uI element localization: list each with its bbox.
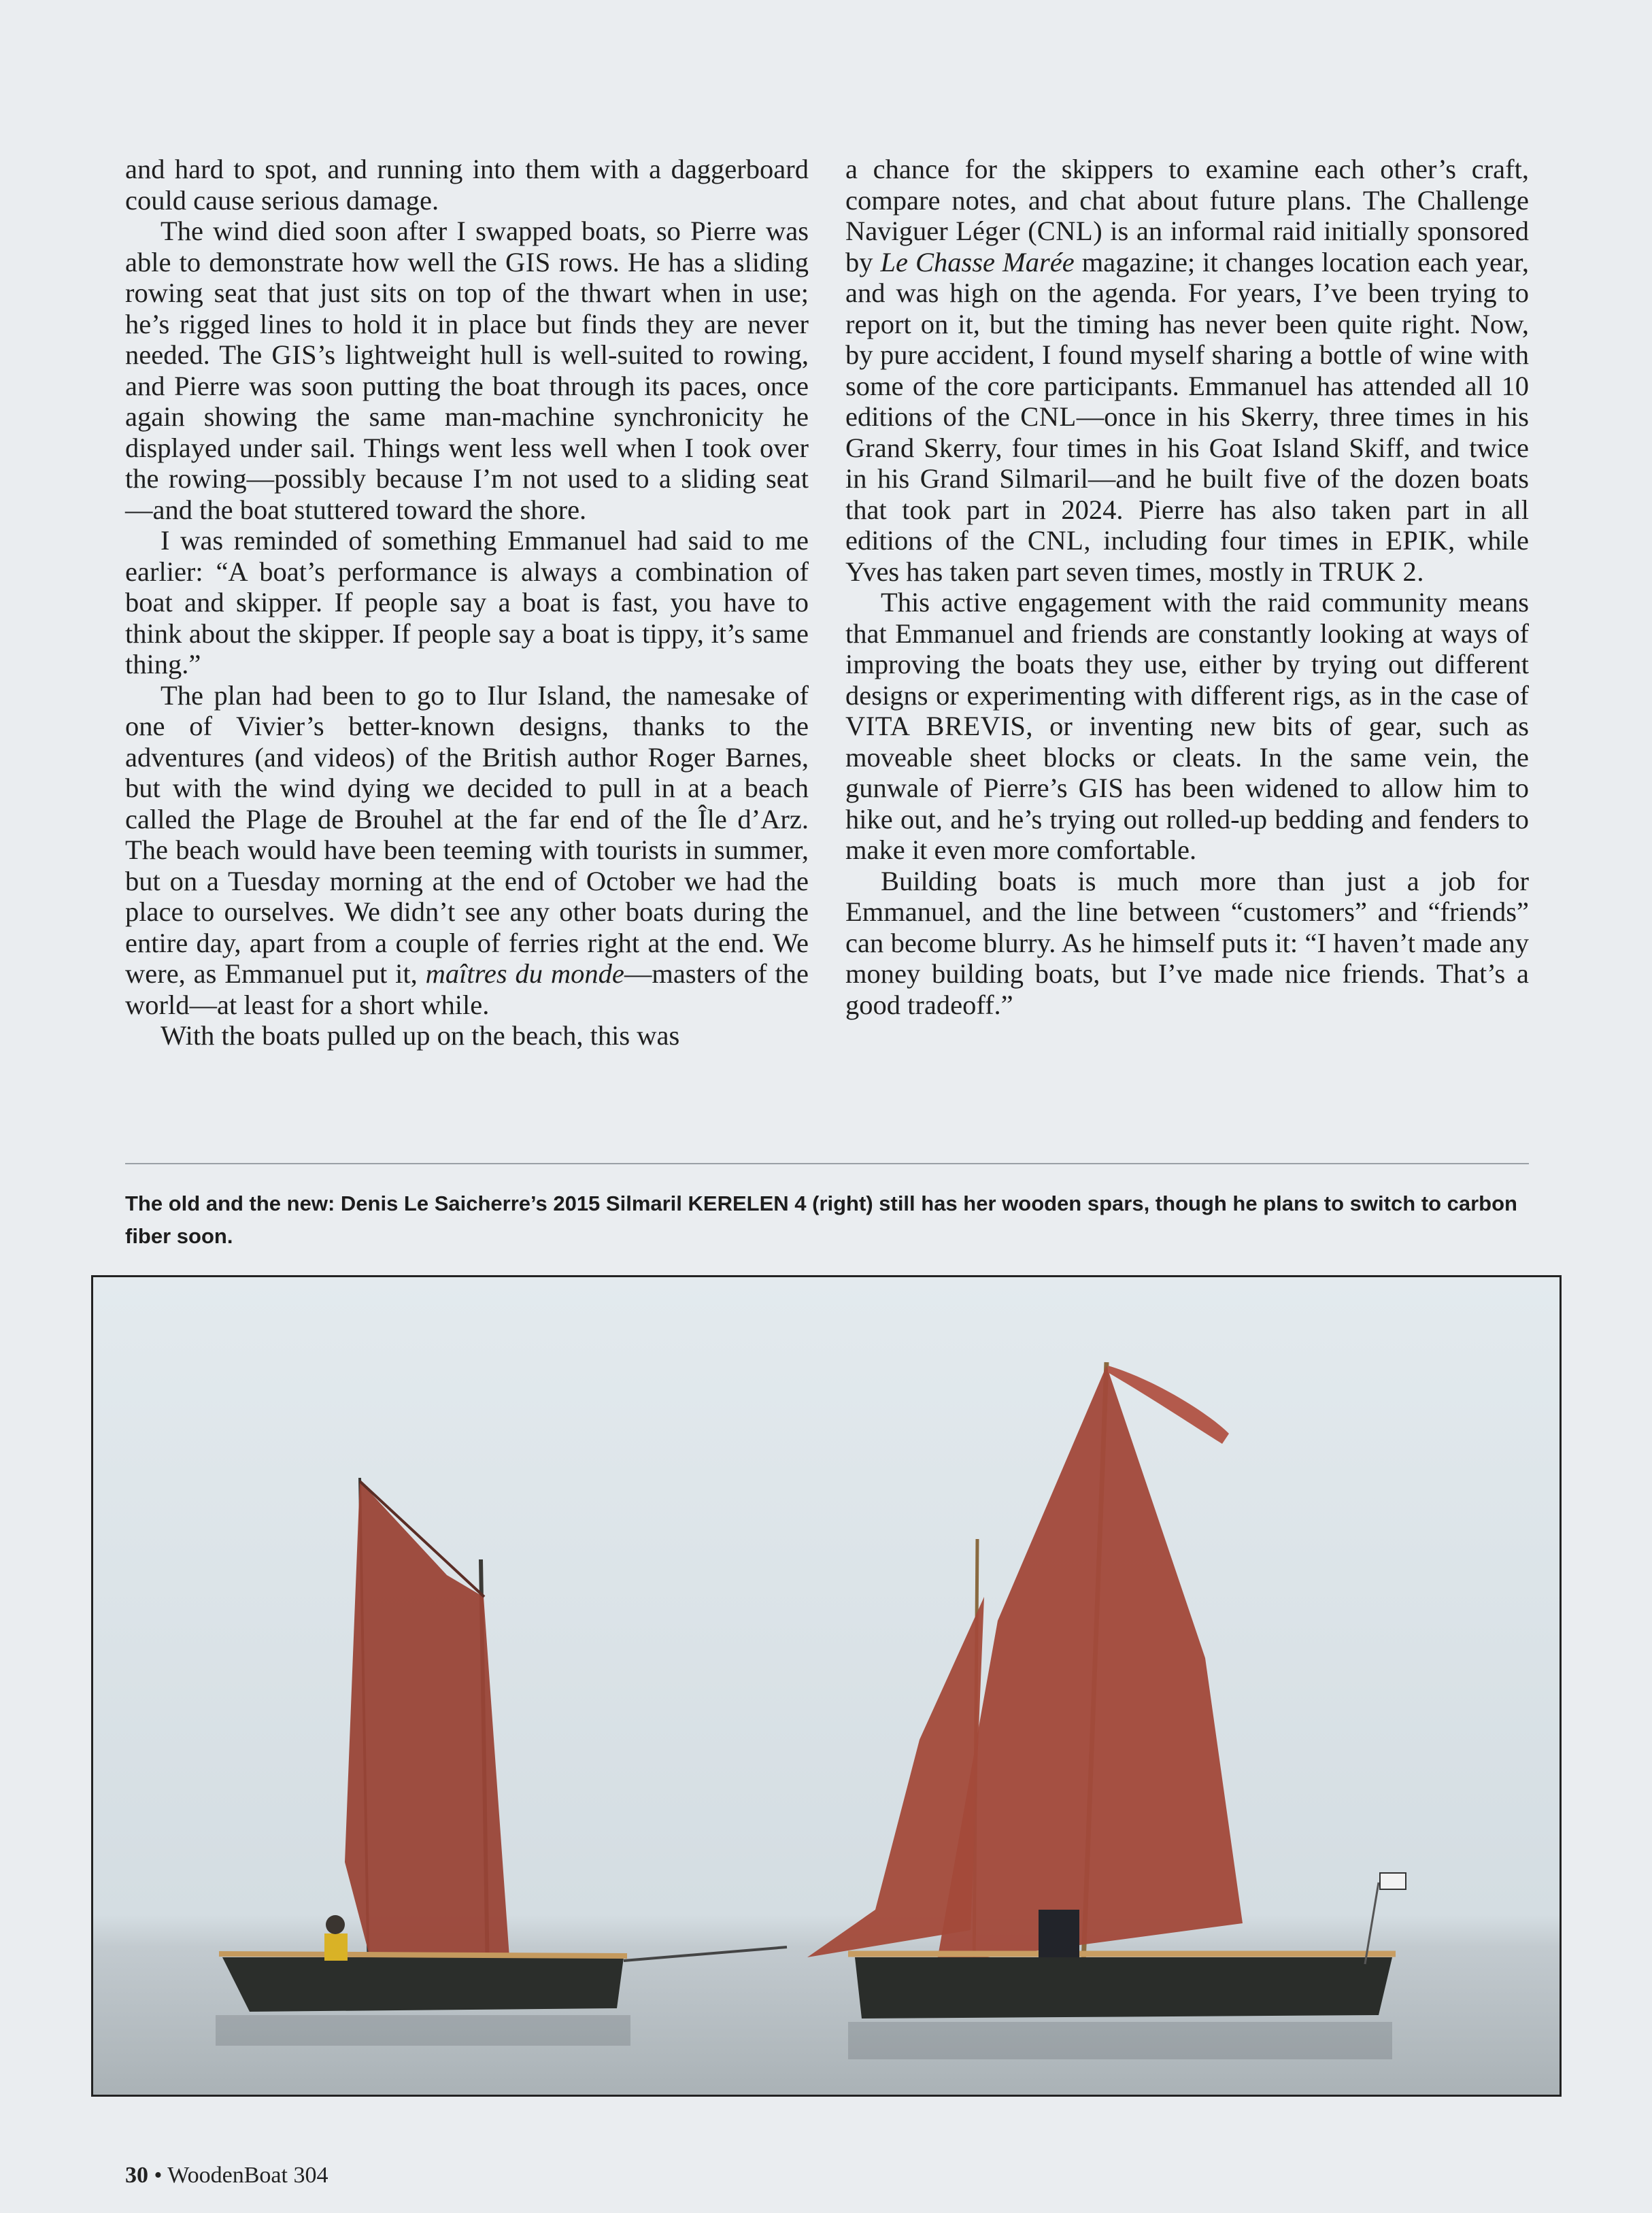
page-number: 30: [125, 2163, 148, 2188]
paragraph: I was reminded of something Emmanuel had said to me earlier: “A boat’s performance is always a combination of boat and skipper. If people say a boat is fast, you have to think about the skipper. If people say a boat is tippy, it’s same thing.”: [125, 525, 809, 679]
divider-rule: [125, 1163, 1529, 1164]
left-reflection: [216, 2015, 630, 2046]
photo-caption: The old and the new: Denis Le Saicherre’s 2015 Silmaril KERELEN 4 (right) still has her wooden spars, though he plans to switch to carbon fiber soon.: [125, 1192, 1517, 1248]
left-column: [125, 154, 809, 1051]
paragraph: and hard to spot, and running into them with a daggerboard could cause serious damage.: [125, 154, 809, 216]
paragraph: The plan had been to go to Ilur Island, the namesake of one of Vivier’s better-known designs, thanks to the adventures (and videos) of the British author Roger Barnes, but with the wind dying we decided to pull in at a beach called the Plage de Brouhel at the far end of the Île d’Arz. The beach would have been teeming with tourists in summer, but on a Tuesday morning at the end of October we had the place to ourselves. We didn’t see any other boats during the entire day, apart from a couple of ferries right at the end. We were, as Emmanuel put it, maîtres du monde—masters of the world—at least for a short while.: [125, 679, 809, 1020]
publication-name: WoodenBoat 304: [167, 2163, 328, 2188]
page-footer: [125, 2163, 328, 2189]
paragraph: With the boats pulled up on the beach, this was: [161, 1020, 680, 1051]
paragraph: a chance for the skippers to examine each other’s craft, compare notes, and chat about future plans. The Challenge Naviguer Léger (CNL) is an informal raid initially sponsored by Le Chasse Marée magazine; it changes location each year, and was high on the agenda. For years, I’ve been trying to report on it, but the timing has never been quite right. Now, by pure accident, I found myself sharing a bottle of wine with some of the core participants. Emmanuel has attended all 10 editions of the CNL—once in his Skerry, three times in his Grand Skerry, four times in his Goat Island Skiff, and twice in his Grand Silmaril—and he built five of the dozen boats that took part in 2024. Pierre has also taken part in all editions of the CNL, including four times in EPIK, while Yves has taken part seven times, mostly in TRUK 2.: [845, 154, 1530, 587]
right-reflection: [848, 2022, 1392, 2059]
paragraph: The wind died soon after I swapped boats, so Pierre was able to demonstrate how well the GIS rows. He has a sliding rowing seat that just sits on top of the thwart when in use; he’s rigged lines to hold it in place but finds they are never needed. The GIS’s lightweight hull is well-suited to rowing, and Pierre was soon putting the boat through its paces, once again showing the same man-machine synchronicity he displayed under sail. Things went less well when I took over the rowing—possibly because I’m not used to a sliding seat—and the boat stuttered toward the shore.: [125, 216, 809, 525]
paragraph: Building boats is much more than just a job for Emmanuel, and the line between “customers” and “friends” can become blurry. As he himself puts it: “I haven’t made any money building boats, but I’ve made nice friends. That’s a good tradeoff.”: [845, 865, 1529, 1020]
right-column: [845, 154, 1529, 1020]
paragraph: This active engagement with the raid community means that Emmanuel and friends are constantly looking at ways of improving the boats they use, either by trying out different designs or experimenting with different rigs, as in the case of VITA BREVIS, or inventing new bits of gear, such as moveable sheet blocks or cleats. In the same vein, the gunwale of Pierre’s GIS has been widened to allow him to hike out, and he’s trying out rolled-up bedding and fenders to make it even more comfortable.: [845, 587, 1529, 865]
photo-two-sailboats: [91, 1275, 1562, 2097]
footer-bullet: •: [154, 2163, 163, 2188]
